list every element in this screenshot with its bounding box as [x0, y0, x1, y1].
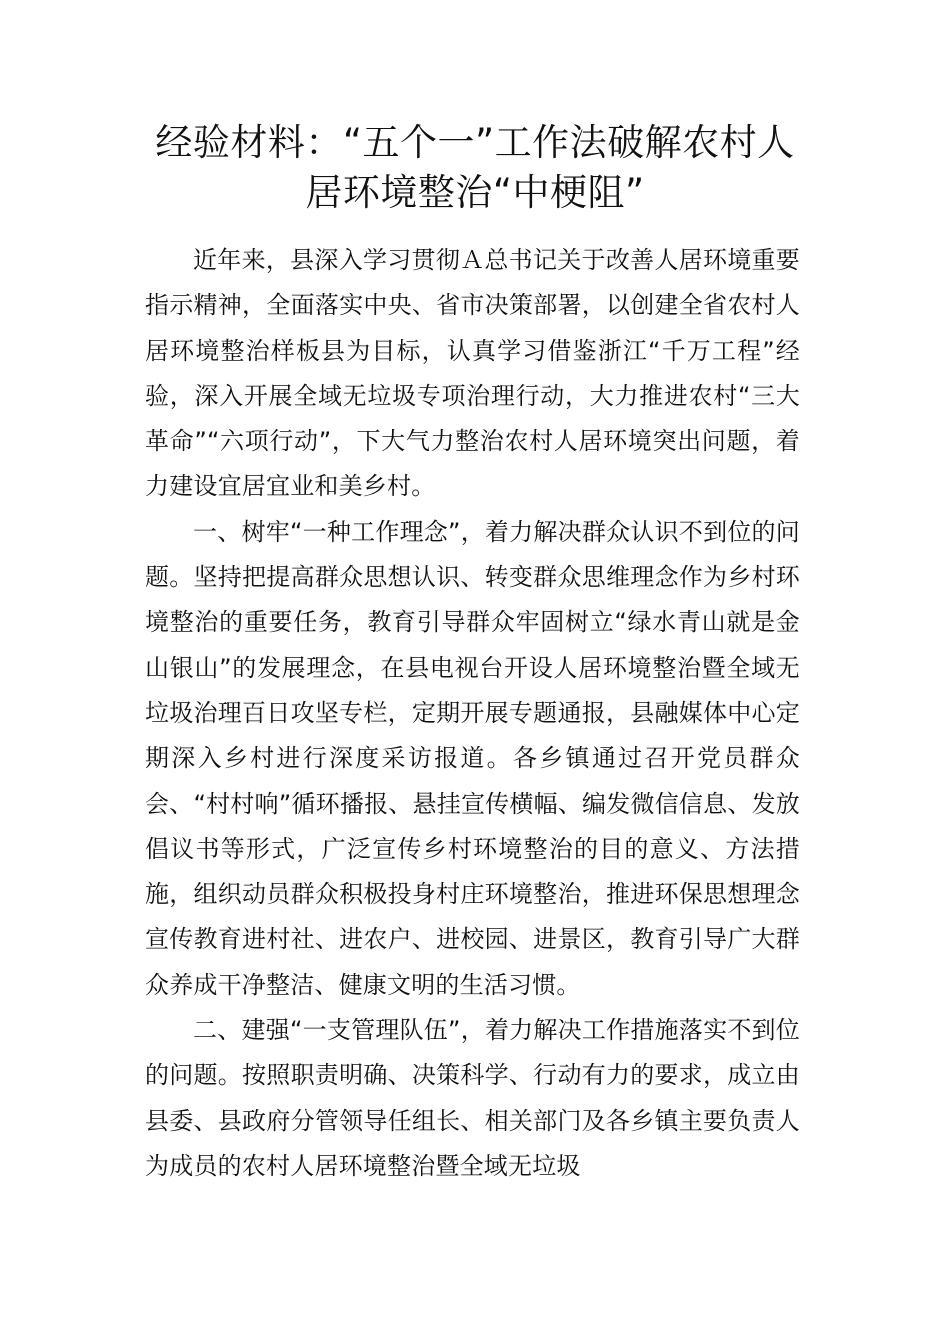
document-body: [145, 238, 800, 1189]
paragraph-intro: 近年来，县深入学习贯彻Ａ总书记关于改善人居环境重要指示精神，全面落实中央、省市决策部署，以创建全省农村人居环境整治样板县为目标，认真学习借鉴浙江“千万工程”经验，深入开展全域无垃圾专项治理行动，大力推进农村“三大革命”“六项行动”，下大气力整治农村人居环境突出问题，着力建设宜居宜业和美乡村。: [145, 246, 800, 501]
paragraph-section-1: 一、树牢“一种工作理念”，着力解决群众认识不到位的问题。坚持把提高群众思想认识、转变群众思维理念作为乡村环境整治的重要任务，教育引导群众牢固树立“绿水青山就是金山银山”的发展理念，在县电视台开设人居环境整治暨全域无垃圾治理百日攻坚专栏，定期开展专题通报，县融媒体中心定期深入乡村进行深度采访报道。各乡镇通过召开党员群众会、“村村响”循环播报、悬挂宣传横幅、编发微信信息、发放倡议书等形式，广泛宣传乡村环境整治的目的意义、方法措施，组织动员群众积极投身村庄环境整治，推进环保思想理念宣传教育进村社、进农户、进校园、进景区，教育引导广大群众养成干净整洁、健康文明的生活习惯。: [145, 517, 800, 999]
title-line-2: 居环境整治“中梗阻”: [305, 171, 645, 214]
document-title: [120, 118, 830, 218]
title-line-1: 经验材料：“五个一”工作法破解农村人: [155, 121, 795, 164]
paragraph-section-2: 二、建强“一支管理队伍”，着力解决工作措施落实不到位的问题。按照职责明确、决策科学、行动有力的要求，成立由县委、县政府分管领导任组长、相关部门及各乡镇主要负责人为成员的农村人居环境整治暨全域无垃圾: [145, 1016, 800, 1180]
